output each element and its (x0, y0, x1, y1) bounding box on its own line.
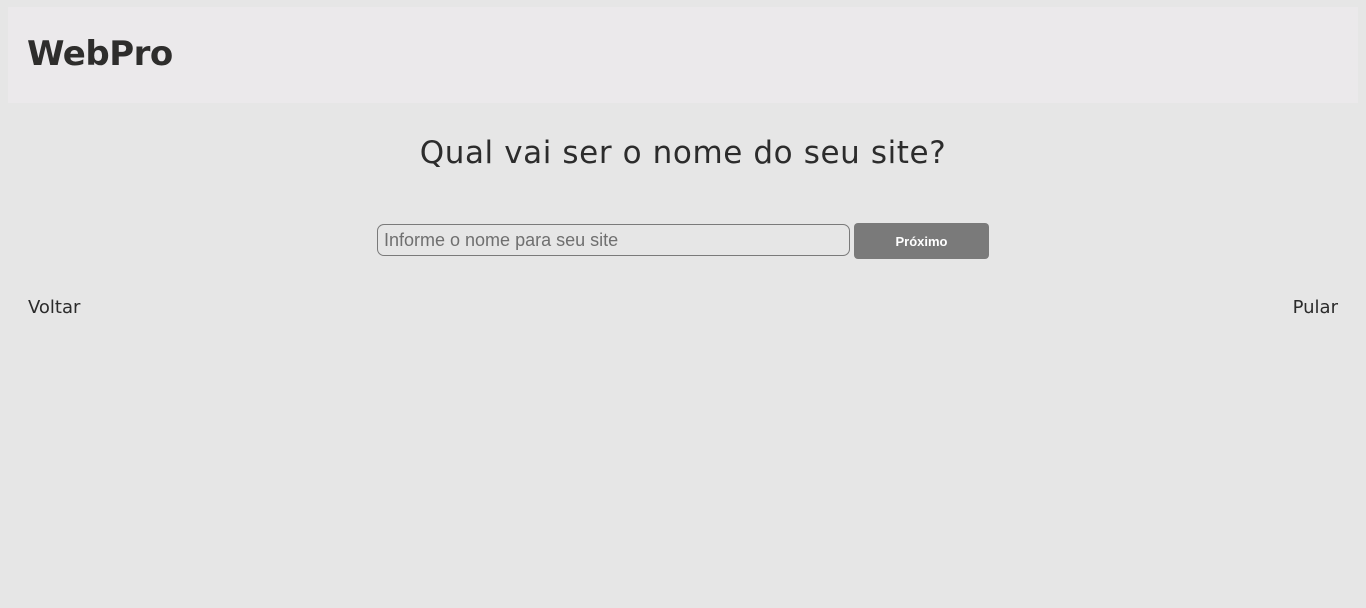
back-link[interactable]: Voltar (28, 297, 81, 318)
site-name-input[interactable] (377, 224, 850, 256)
skip-link[interactable]: Pular (1292, 297, 1338, 318)
next-button[interactable]: Próximo (854, 223, 989, 259)
header (8, 7, 1358, 103)
brand-logo[interactable]: WebPro (27, 34, 173, 74)
page-title: Qual vai ser o nome do seu site? (419, 135, 947, 171)
